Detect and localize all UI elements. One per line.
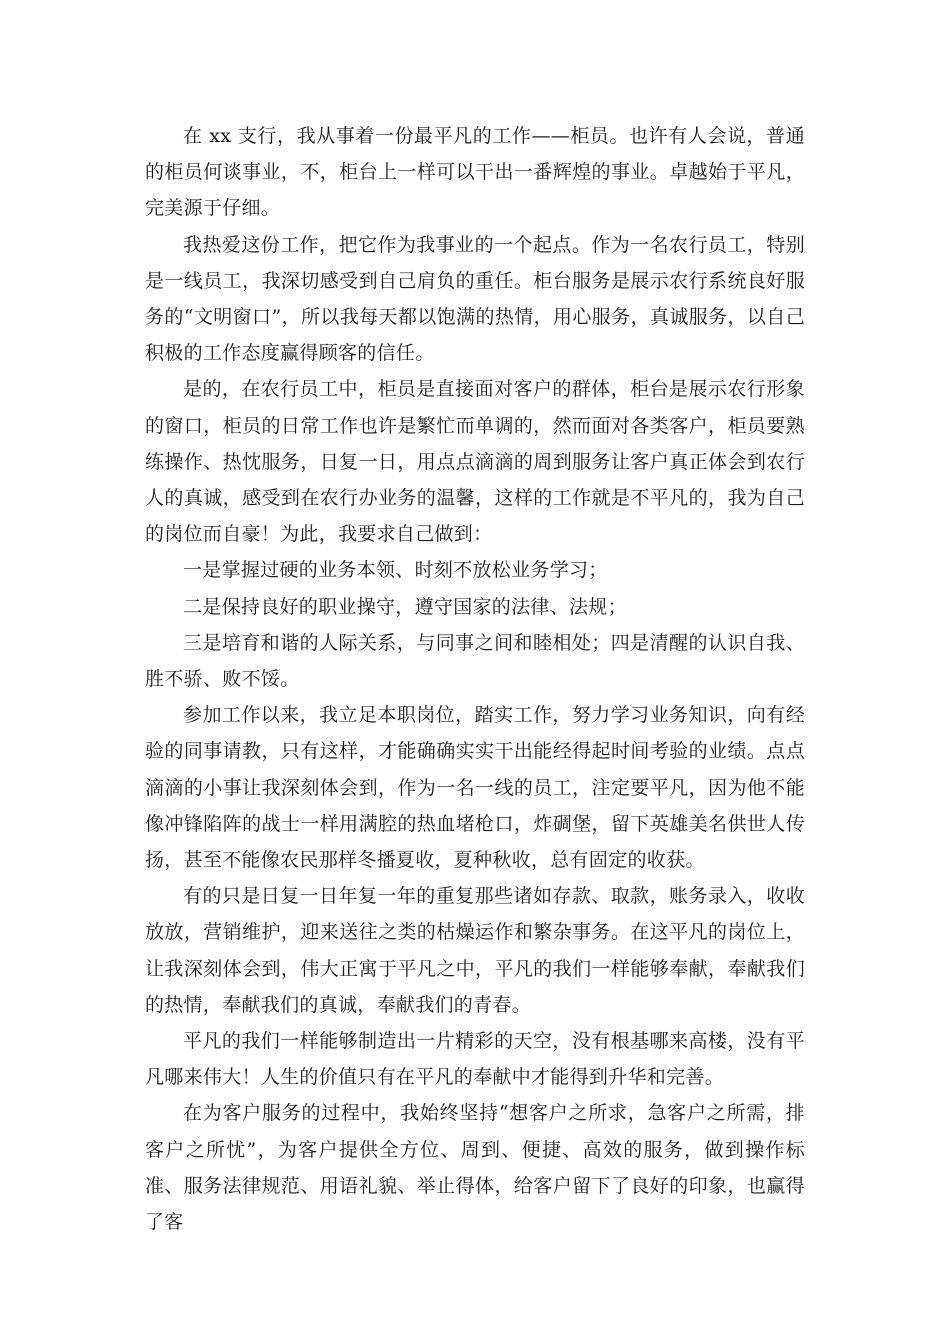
paragraph-customer-service: 在为客户服务的过程中，我始终坚持“想客户之所求，急客户之所需，排客户之所忧”，为客户提供全方位、周到、便捷、高效的服务，做到操作标准、服务法律规范、用语礼貌、举止得体，给客户留下了良好的印象，也赢得了客	[145, 1102, 805, 1234]
paragraph-daily-routine: 有的只是日复一日年复一年的重复那些诸如存款、取款，账务录入，收收放放，营销维护，迎来送往之类的枯燥运作和繁杂事务。在这平凡的岗位上，让我深刻体会到，伟大正寓于平凡之中，平凡的我们一样能够奉献，奉献我们的热情，奉献我们的真诚，奉献我们的青春。	[145, 885, 805, 1016]
paragraph-intro: 在 xx 支行，我从事着一份最平凡的工作——柜员。也许有人会说，普通的柜员何谈事业，不，柜台上一样可以干出一番辉煌的事业。卓越始于平凡，完美源于仔细。	[145, 125, 805, 220]
list-item-three: 三是培育和谐的人际关系，与同事之间和睦相处；四是清醒的认识自我、胜不骄、败不馁。	[145, 631, 805, 691]
list-item-one: 一是掌握过硬的业务本领、时刻不放松业务学习；	[183, 559, 608, 582]
document-page	[145, 118, 805, 1240]
paragraph-love-job: 我热爱这份工作，把它作为我事业的一个起点。作为一名农行员工，特别是一线员工，我深切感受到自己肩负的重任。柜台服务是展示农行系统良好服务的“文明窗口”，所以我每天都以饱满的热情，用心服务，真诚服务，以自己积极的工作态度赢得顾客的信任。	[145, 233, 805, 365]
paragraph-ordinary-greatness: 平凡的我们一样能够制造出一片精彩的天空，没有根基哪来高楼，没有平凡哪来伟大！人生的价值只有在平凡的奉献中才能得到升华和完善。	[145, 1030, 805, 1089]
paragraph-teller-role: 是的，在农行员工中，柜员是直接面对客户的群体，柜台是展示农行形象的窗口，柜员的日常工作也许是繁忙而单调的，然而面对各类客户，柜员要熟练操作、热忱服务，日复一日，用点点滴滴的周到服务让客户真正体会到农行人的真诚，感受到在农行办业务的温馨，这样的工作就是不平凡的，我为自己的岗位而自豪！为此，我要求自己做到：	[145, 378, 805, 546]
paragraph-since-joining: 参加工作以来，我立足本职岗位，踏实工作，努力学习业务知识，向有经验的同事请教，只有这样，才能确确实实干出能经得起时间考验的业绩。点点滴滴的小事让我深刻体会到，作为一名一线的员工，注定要平凡，因为他不能像冲锋陷阵的战士一样用满腔的热血堵枪口，炸碉堡，留下英雄美名供世人传扬，甚至不能像农民那样冬播夏收，夏种秋收，总有固定的收获。	[145, 704, 805, 872]
list-item-two: 二是保持良好的职业操守，遵守国家的法律、法规；	[183, 595, 627, 618]
